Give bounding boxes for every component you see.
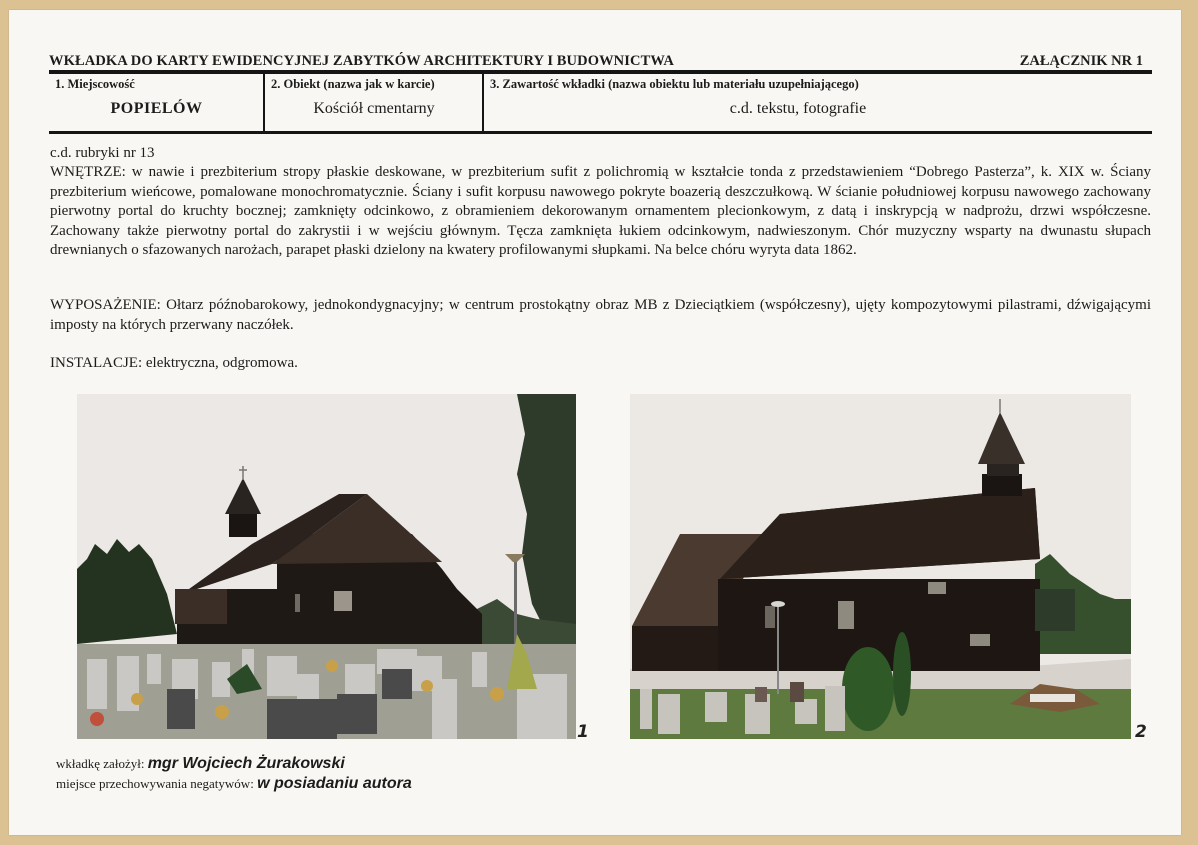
field-value: c.d. tekstu, fotografie [729,100,867,117]
negatives-label: miejsce przechowywania negatywów: [56,776,254,791]
header-rule-bottom [49,131,1152,134]
continuation-label: c.d. rubryki nr 13 [50,145,155,161]
field-label: 2. Obiekt (nazwa jak w karcie) [271,77,435,91]
fields-grid [49,74,1152,131]
field-label: 1. Miejscowość [55,77,135,91]
field-locality [49,74,264,131]
interior-paragraph: WNĘTRZE: w nawie i prezbiterium stropy płaskie deskowane, w prezbiterium sufit z polichromią w kształcie tonda z przedstawieniem “Dobrego Pasterza”, k. XIX w. Ściany prezbiterium wieńcowe, pomalowane monochromatycznie. Ściany i sufit korpusu nawowego pokryte boazerią deszczułkową. W ścianie południowej korpusu nawowego zachowany pierwotny portal do kruchty bocznej; zamknięty odcinkowo, z obramieniem dekorowanym ornamentem plecionkowym, z datą i inskrypcją w nadprożu, drzwi współczesne. Zachowany także pierwotny portal do zakrystii i w wejściu głównym. Tęcza zamknięta łukiem odcinkowym, nadwieszonym. Chór muzyczny wsparty na dwunastu słupach drewnianych o sfazowanych narożach, parapet płaski dzielony na kwatery profilowanymi słupkami. Na belce chóru wyryta data 1862. [50,164,1151,258]
annex-number: ZAŁĄCZNIK NR 1 [1019,53,1143,69]
photo-2 [630,394,1131,739]
field-contents [484,74,1152,131]
author-label: wkładkę założył: [56,756,145,771]
photo-1 [77,394,576,739]
author-line [56,755,345,773]
document-title: WKŁADKA DO KARTY EWIDENCYJNEJ ZABYTKÓW ARCHITEKTURY I BUDOWNICTWA [49,53,674,69]
document-page [9,10,1181,835]
negatives-line [56,775,412,793]
field-label: 3. Zawartość wkładki (nazwa obiektu lub materiału uzupełniającego) [490,77,859,91]
church-photo-1-image [77,394,576,739]
field-value: POPIELÓW [110,100,203,117]
author-value: mgr Wojciech Żurakowski [147,755,345,772]
furnishings-paragraph: WYPOSAŻENIE: Ołtarz późnobarokowy, jednokondygnacyjny; w centrum prostokątny obraz MB z Dzieciątkiem (współczesny), ujęty kompozytowymi pilastrami, dźwigającymi imposty na których przerwany naczółek. [50,297,1151,333]
photo-2-number: 2 [1135,722,1147,742]
installations-paragraph: INSTALACJE: elektryczna, odgromowa. [50,355,298,371]
photo-1-number: 1 [577,722,589,742]
field-value: Kościół cmentarny [313,100,435,117]
church-photo-2-image [630,394,1131,739]
negatives-value: w posiadaniu autora [257,775,412,792]
